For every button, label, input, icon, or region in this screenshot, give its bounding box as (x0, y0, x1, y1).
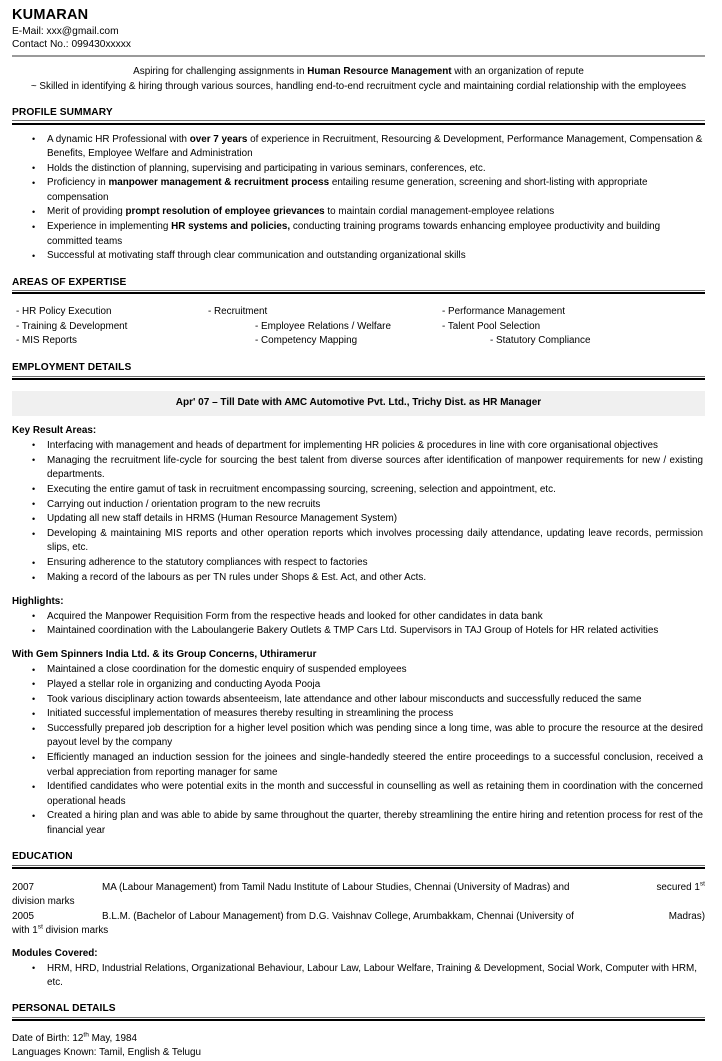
expertise-item: - Performance Management (442, 306, 565, 318)
modules-covered-heading: Modules Covered: (12, 947, 98, 959)
item-post: entailing resume generation, screening and short-listing with appropriate compensation (47, 177, 648, 203)
expertise-row (12, 320, 705, 334)
item-pre: Successful at motivating staff through clear communication and outstanding organizational skills (47, 250, 466, 262)
spacer (12, 639, 705, 648)
list-item: • Took various disciplinary action towards absenteeism, late attendance and other labour misconducts and successfully reduced the same (12, 693, 705, 707)
modules-covered-block (12, 947, 705, 990)
expertise-item: - Training & Development (16, 320, 128, 332)
list-item: • Making a record of the labours as per TN rules under Shops & Est. Act, and other Acts. (12, 571, 705, 585)
objective-line-1 (16, 65, 701, 79)
objective-line-1-strong: Human Resource Management (307, 66, 452, 78)
gem-spinners-list (12, 663, 705, 838)
list-item: • Interfacing with management and heads of department for implementing HR policies & procedures in line with core organisational objectives (12, 439, 705, 453)
areas-of-expertise-grid (12, 305, 705, 349)
education-row-continuation (12, 895, 705, 910)
item-post: of experience in Recruitment, Resourcing & Development, Performance Management, Compensation & Benefits, Employee Welfare and Administration (47, 133, 703, 159)
list-item (12, 133, 705, 162)
highlights-heading: Highlights: (12, 595, 64, 607)
education-year: 2007 (12, 881, 34, 893)
list-item: • Updating all new staff details in HRMS (Human Resource Management System) (12, 512, 705, 526)
continuation-pre: division marks (12, 896, 75, 908)
section-title-personal-details: PERSONAL DETAILS (12, 1003, 116, 1015)
item-strong: over 7 years (189, 133, 248, 145)
education-row (12, 910, 705, 939)
dob-pre: Date of Birth: 12 (12, 1032, 84, 1044)
item-strong: prompt resolution of employee grievances (125, 206, 325, 218)
highlights-block (12, 595, 705, 639)
education-result (669, 910, 705, 925)
list-item: • Executing the entire gamut of task in recruitment encompassing sourcing, screening, selection and appointment, etc. (12, 483, 705, 497)
date-of-birth-line (12, 1032, 705, 1047)
section-rule-personal-details (12, 1017, 705, 1021)
highlights-list (12, 610, 705, 639)
expertise-item: - Competency Mapping (255, 335, 358, 347)
expertise-item: - Talent Pool Selection (442, 320, 541, 332)
section-rule-employment-details (12, 376, 705, 380)
list-item: • Initiated successful implementation of measures thereby resulting in streamlining the process (12, 707, 705, 721)
list-item: • Successfully prepared job description for a higher level position which was pending since a long time, was able to procure the resource at the desired payout level by the company (12, 722, 705, 751)
expertise-row (12, 334, 705, 348)
list-item (12, 162, 705, 176)
objective-line-2: ~ Skilled in identifying & hiring through various sources, handling end-to-end recruitment cycle and maintaining cordial relationship with the employees (30, 80, 687, 92)
list-item (12, 176, 705, 205)
profile-summary-list (12, 133, 705, 264)
education-row-main (12, 881, 705, 896)
education-description: B.L.M. (Bachelor of Labour Management) from D.G. Vaishnav College, Arumbakkam, Chennai (University of (102, 910, 574, 922)
list-item (12, 205, 705, 219)
objective-line-1-pre: Aspiring for challenging assignments in (133, 66, 308, 78)
phone-line: Contact No.: 099430xxxxx (12, 39, 131, 51)
list-item: • Created a hiring plan and was able to abide by same throughout the quarter, thereby streamlining the entire hiring and retention process for rest of the financial year (12, 809, 705, 838)
education-result-text: Madras) (668, 910, 705, 922)
section-title-education: EDUCATION (12, 851, 73, 863)
profile-summary-block (12, 133, 705, 264)
objective-line-1-post: with an organization of repute (451, 66, 584, 78)
item-strong: HR systems and policies, (171, 221, 291, 233)
expertise-item: - MIS Reports (16, 335, 77, 347)
item-post: conducting training programs towards enhancing employee productivity and building committed teams (47, 221, 661, 247)
spacer (12, 586, 705, 595)
list-item: • HRM, HRD, Industrial Relations, Organizational Behaviour, Labour Law, Labour Welfare, Training & Development, Social Work, Computer with HRM, etc. (12, 962, 705, 991)
education-result (656, 881, 705, 896)
education-row-main (12, 910, 705, 925)
objective-block (12, 65, 705, 93)
gem-spinners-block (12, 648, 705, 838)
list-item: • Played a stellar role in organizing and conducting Ayoda Pooja (12, 678, 705, 692)
key-result-areas-list (12, 439, 705, 585)
list-item (12, 220, 705, 249)
education-result-text: secured 1 (656, 881, 700, 893)
languages-line: Languages Known: Tamil, English & Telugu (12, 1047, 202, 1059)
expertise-item: - HR Policy Execution (16, 306, 112, 318)
list-item: • Managing the recruitment life-cycle for sourcing the best talent from diverse sources after identification of manpower requirements for new / existing departments. (12, 454, 705, 483)
item-pre: A dynamic HR Professional with (47, 133, 190, 145)
personal-details-block (12, 1032, 705, 1061)
section-rule-areas-of-expertise (12, 290, 705, 294)
email-line: E-Mail: xxx@gmail.com (12, 26, 119, 37)
section-rule-profile-summary (12, 120, 705, 124)
list-item: • Efficiently managed an induction session for the joinees and single-handedly steered the entire proceedings to a successful conclusion, received a verbal appreciation from reporting manager for same (12, 751, 705, 780)
expertise-row (12, 305, 705, 319)
list-item (12, 249, 705, 263)
education-row (12, 881, 705, 910)
item-pre: Experience in implementing (47, 221, 172, 233)
continuation-post: division marks (42, 925, 109, 937)
list-item: • Maintained coordination with the Laboulangerie Bakery Outlets & TMP Cars Ltd. Supervisors in TAJ Group of Hotels for HR related activities (12, 624, 705, 638)
education-description: MA (Labour Management) from Tamil Nadu Institute of Labour Studies, Chennai (University of Madras) and (102, 881, 570, 893)
key-result-areas-block (12, 424, 705, 585)
gem-spinners-heading: With Gem Spinners India Ltd. & its Group Concerns, Uthiramerur (12, 649, 317, 661)
expertise-item: - Recruitment (208, 306, 268, 318)
ordinal-suffix: st (37, 923, 43, 931)
section-title-profile-summary: PROFILE SUMMARY (12, 106, 113, 118)
list-item: • Identified candidates who were potential exits in the month and successful in counselling as well as retaining them in coordination with the concerned operational heads (12, 780, 705, 809)
list-item: • Developing & maintaining MIS reports and other operation reports which involves processing daily attendance, updating leave records, permission slips, etc. (12, 527, 705, 556)
continuation-pre: with 1 (12, 925, 38, 937)
education-row-continuation (12, 924, 705, 939)
item-strong: manpower management & recruitment process (108, 177, 330, 189)
employment-band: Apr' 07 – Till Date with AMC Automotive Pvt. Ltd., Trichy Dist. as HR Manager (12, 391, 705, 416)
education-year: 2005 (12, 910, 34, 922)
list-item: • Maintained a close coordination for the domestic enquiry of suspended employees (12, 663, 705, 677)
header-divider (12, 55, 705, 57)
expertise-item: - Employee Relations / Welfare (255, 320, 391, 332)
item-post: to maintain cordial management-employee relations (324, 206, 555, 218)
key-result-areas-heading: Key Result Areas: (12, 425, 97, 437)
list-item: • Ensuring adherence to the statutory compliances with respect to factories (12, 556, 705, 570)
modules-covered-list (12, 962, 705, 991)
section-title-employment-details: EMPLOYMENT DETAILS (12, 362, 132, 374)
ordinal-suffix: st (699, 880, 705, 888)
ordinal-suffix: th (83, 1031, 89, 1039)
item-pre: Proficiency in (47, 177, 109, 189)
item-pre: Merit of providing (47, 206, 126, 218)
item-pre: Holds the distinction of planning, supervising and participating in various seminars, conferences, etc. (47, 162, 486, 174)
section-title-areas-of-expertise: AREAS OF EXPERTISE (12, 276, 127, 288)
candidate-name: KUMARAN (12, 7, 89, 23)
section-rule-education (12, 865, 705, 869)
list-item: • Carrying out induction / orientation program to the new recruits (12, 498, 705, 512)
education-block (12, 881, 705, 939)
header-block (12, 7, 705, 57)
list-item: • Acquired the Manpower Requisition Form from the respective heads and looked for other candidates in data bank (12, 610, 705, 624)
dob-post: May, 1984 (88, 1032, 137, 1044)
expertise-item: - Statutory Compliance (490, 335, 591, 347)
